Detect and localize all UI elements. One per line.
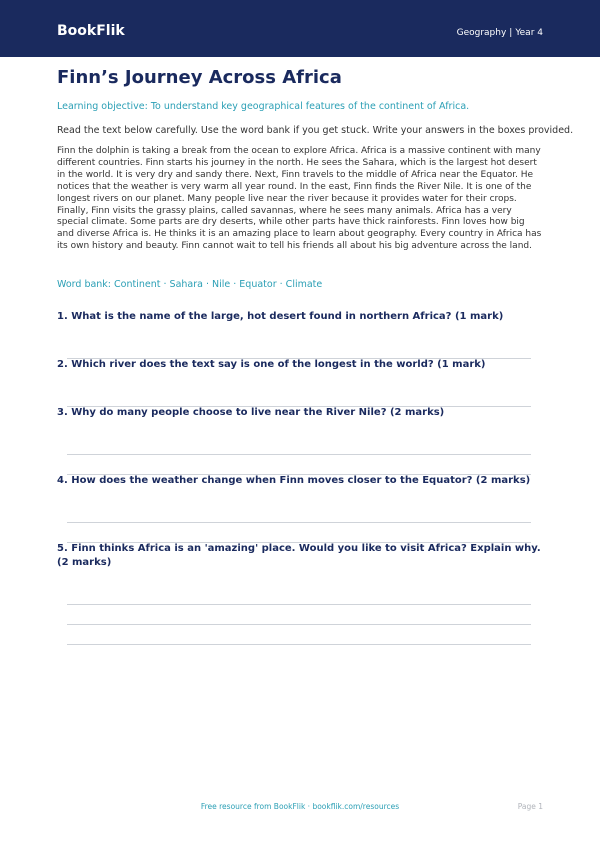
learning-objective: Learning objective: To understand key geographical features of the continent of Africa.: [57, 101, 470, 112]
page-number: Page 1: [517, 802, 543, 811]
subject-label: Geography: [456, 28, 507, 38]
brand-logo: BookFlik: [57, 23, 125, 39]
reading-passage: Finn the dolphin is taking a break from the ocean to explore Africa. Africa is a massive continent with many different countries. Finn starts his journey in the north. He sees the Sahara, which is the largest hot desert in the world. It is very dry and sandy there. Next, Finn travels to the middle of Africa near the Equator. He notices that the weather is very warm all year round. In the east, Finn finds the River Nile. It is one of the longest rivers on our planet. Many people live near the river because it provides water for their crops. Finally, Finn visits the grassy plains, called savannas, where he sees many animals. Africa has a very special climate. Some parts are dry deserts, while other parts have thick rainforests. Finn loves how big and diverse Africa is. He thinks it is an amazing place to learn about geography. Every country in Africa has its own history and beauty. Finn cannot wait to tell his friends all about his big adventure across the land.: [57, 146, 542, 252]
header-bar: [0, 0, 600, 57]
answer-line-3a[interactable]: [67, 454, 531, 455]
header-separator: |: [509, 28, 513, 38]
answer-line-5a[interactable]: [67, 604, 531, 605]
question-3: 3. Why do many people choose to live near the River Nile? (2 marks): [57, 407, 445, 418]
footer-credit: Free resource from BookFlik · bookflik.com/resources: [200, 802, 400, 811]
question-2: 2. Which river does the text say is one of the longest in the world? (1 mark): [57, 359, 486, 370]
subject-year-label: [457, 27, 543, 39]
worksheet-title: Finn’s Journey Across Africa: [57, 67, 342, 88]
question-5: 5. Finn thinks Africa is an 'amazing' place. Would you like to visit Africa? Explain why. (2 marks): [57, 543, 541, 568]
year-label: Year 4: [515, 28, 543, 38]
answer-line-5c[interactable]: [67, 644, 531, 645]
answer-line-5b[interactable]: [67, 624, 531, 625]
word-bank: Word bank: Continent · Sahara · Nile · Equator · Climate: [57, 279, 323, 290]
question-1: 1. What is the name of the large, hot desert found in northern Africa? (1 mark): [57, 311, 504, 322]
answer-line-4a[interactable]: [67, 522, 531, 523]
question-4: 4. How does the weather change when Finn moves closer to the Equator? (2 marks): [57, 475, 531, 486]
instructions-text: Read the text below carefully. Use the word bank if you get stuck. Write your answers in the boxes provided.: [57, 125, 574, 136]
